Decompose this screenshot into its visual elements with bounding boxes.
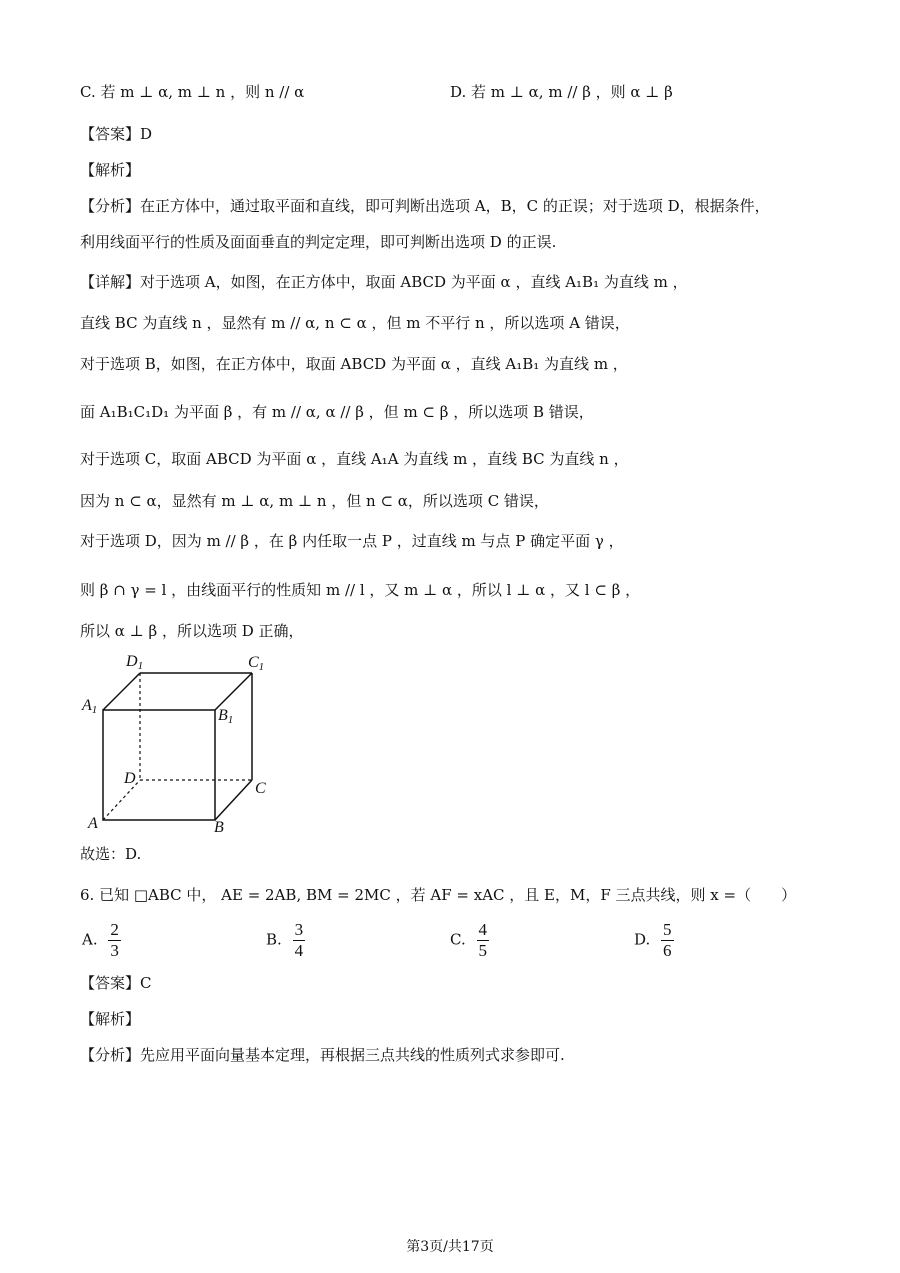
- analysis-label-2: 【解析】: [80, 1010, 141, 1028]
- option-c-num: 4: [478, 920, 487, 939]
- detail-line-2: 直线 BC 为直线 n ，显然有 m // α, n ⊂ α ，但 m 不平行 n ，所以选项 A 错误，: [80, 314, 630, 332]
- option-d-num: 5: [663, 920, 672, 939]
- fenxi-line-2: 利用线面平行的性质及面面垂直的判定定理，即可判断出选项 D 的正误.: [80, 233, 557, 251]
- option-b: [266, 920, 305, 961]
- option-d-text: D. 若 m ⊥ α, m // β ，则 α ⊥ β: [450, 83, 673, 101]
- option-b-den: 4: [294, 941, 304, 960]
- option-c-label: C.: [450, 930, 466, 949]
- cube-figure: [80, 650, 310, 835]
- detail-line-4: 面 A₁B₁C₁D₁ 为平面 β ，有 m // α, α // β ，但 m ⊂ β ，所以选项 B 错误，: [80, 403, 594, 421]
- analysis-label: 【解析】: [80, 161, 141, 179]
- option-a: [82, 920, 121, 961]
- label-a: A: [88, 815, 98, 832]
- option-b-label: B.: [266, 930, 282, 949]
- label-d1: D1: [126, 653, 144, 672]
- option-d: [634, 920, 674, 961]
- detail-line-9: 所以 α ⊥ β ，所以选项 D 正确，: [80, 622, 304, 640]
- page-footer: 第3页/共17页: [406, 1239, 494, 1255]
- conclusion: 故选：D.: [80, 845, 142, 863]
- option-d-label: D.: [634, 930, 651, 949]
- option-c-den: 5: [478, 941, 487, 960]
- option-c: [450, 920, 489, 961]
- option-d-den: 6: [663, 941, 672, 960]
- detail-line-7: 对于选项 D，因为 m // β ，在 β 内任取一点 P ，过直线 m 与点 P 确定平面 γ ，: [80, 532, 624, 550]
- detail-line-8: 则 β ∩ γ = l ，由线面平行的性质知 m // l ，又 m ⊥ α ，所以 l ⊥ α ，又 l ⊂ β ，: [80, 581, 641, 599]
- edge-a1d1: [103, 673, 140, 710]
- detail-line-3: 对于选项 B，如图，在正方体中，取面 ABCD 为平面 α ，直线 A₁B₁ 为直线 m ，: [80, 355, 628, 373]
- edge-b1c1: [215, 673, 252, 710]
- fenxi-line-1: 【分析】在正方体中，通过取平面和直线，即可判断出选项 A，B，C 的正误；对于选项 D，根据条件，: [80, 197, 770, 215]
- label-b: B: [214, 819, 224, 835]
- label-b1: B1: [218, 707, 234, 726]
- option-a-label: A.: [82, 930, 98, 949]
- edge-bc: [215, 780, 252, 820]
- fenxi-2: 【分析】先应用平面向量基本定理，再根据三点共线的性质列式求参即可.: [80, 1046, 565, 1064]
- option-b-num: 3: [294, 920, 304, 939]
- option-a-num: 2: [110, 920, 119, 939]
- detail-line-6: 因为 n ⊂ α，显然有 m ⊥ α, m ⊥ n ，但 n ⊂ α，所以选项 C 错误，: [80, 492, 549, 510]
- front-face: [103, 710, 215, 820]
- option-c-text: C. 若 m ⊥ α, m ⊥ n ，则 n // α: [80, 83, 305, 101]
- label-a1: A1: [82, 697, 98, 716]
- answer-label-2: 【答案】C: [80, 974, 152, 992]
- label-c: C: [255, 780, 266, 797]
- label-d: D: [124, 770, 136, 787]
- label-c1: C1: [248, 654, 265, 673]
- option-a-den: 3: [110, 941, 119, 960]
- question-6: 6. 已知 □ABC 中， AE = 2AB, BM = 2MC ，若 AF = xAC ，且 E，M，F 三点共线，则 x =（ ）: [80, 886, 797, 904]
- detail-line-5: 对于选项 C，取面 ABCD 为平面 α ，直线 A₁A 为直线 m ，直线 BC 为直线 n ，: [80, 450, 629, 468]
- answer-label: 【答案】D: [80, 125, 153, 143]
- detail-line-1: 【详解】对于选项 A，如图，在正方体中，取面 ABCD 为平面 α ，直线 A₁B₁ 为直线 m ，: [80, 273, 688, 291]
